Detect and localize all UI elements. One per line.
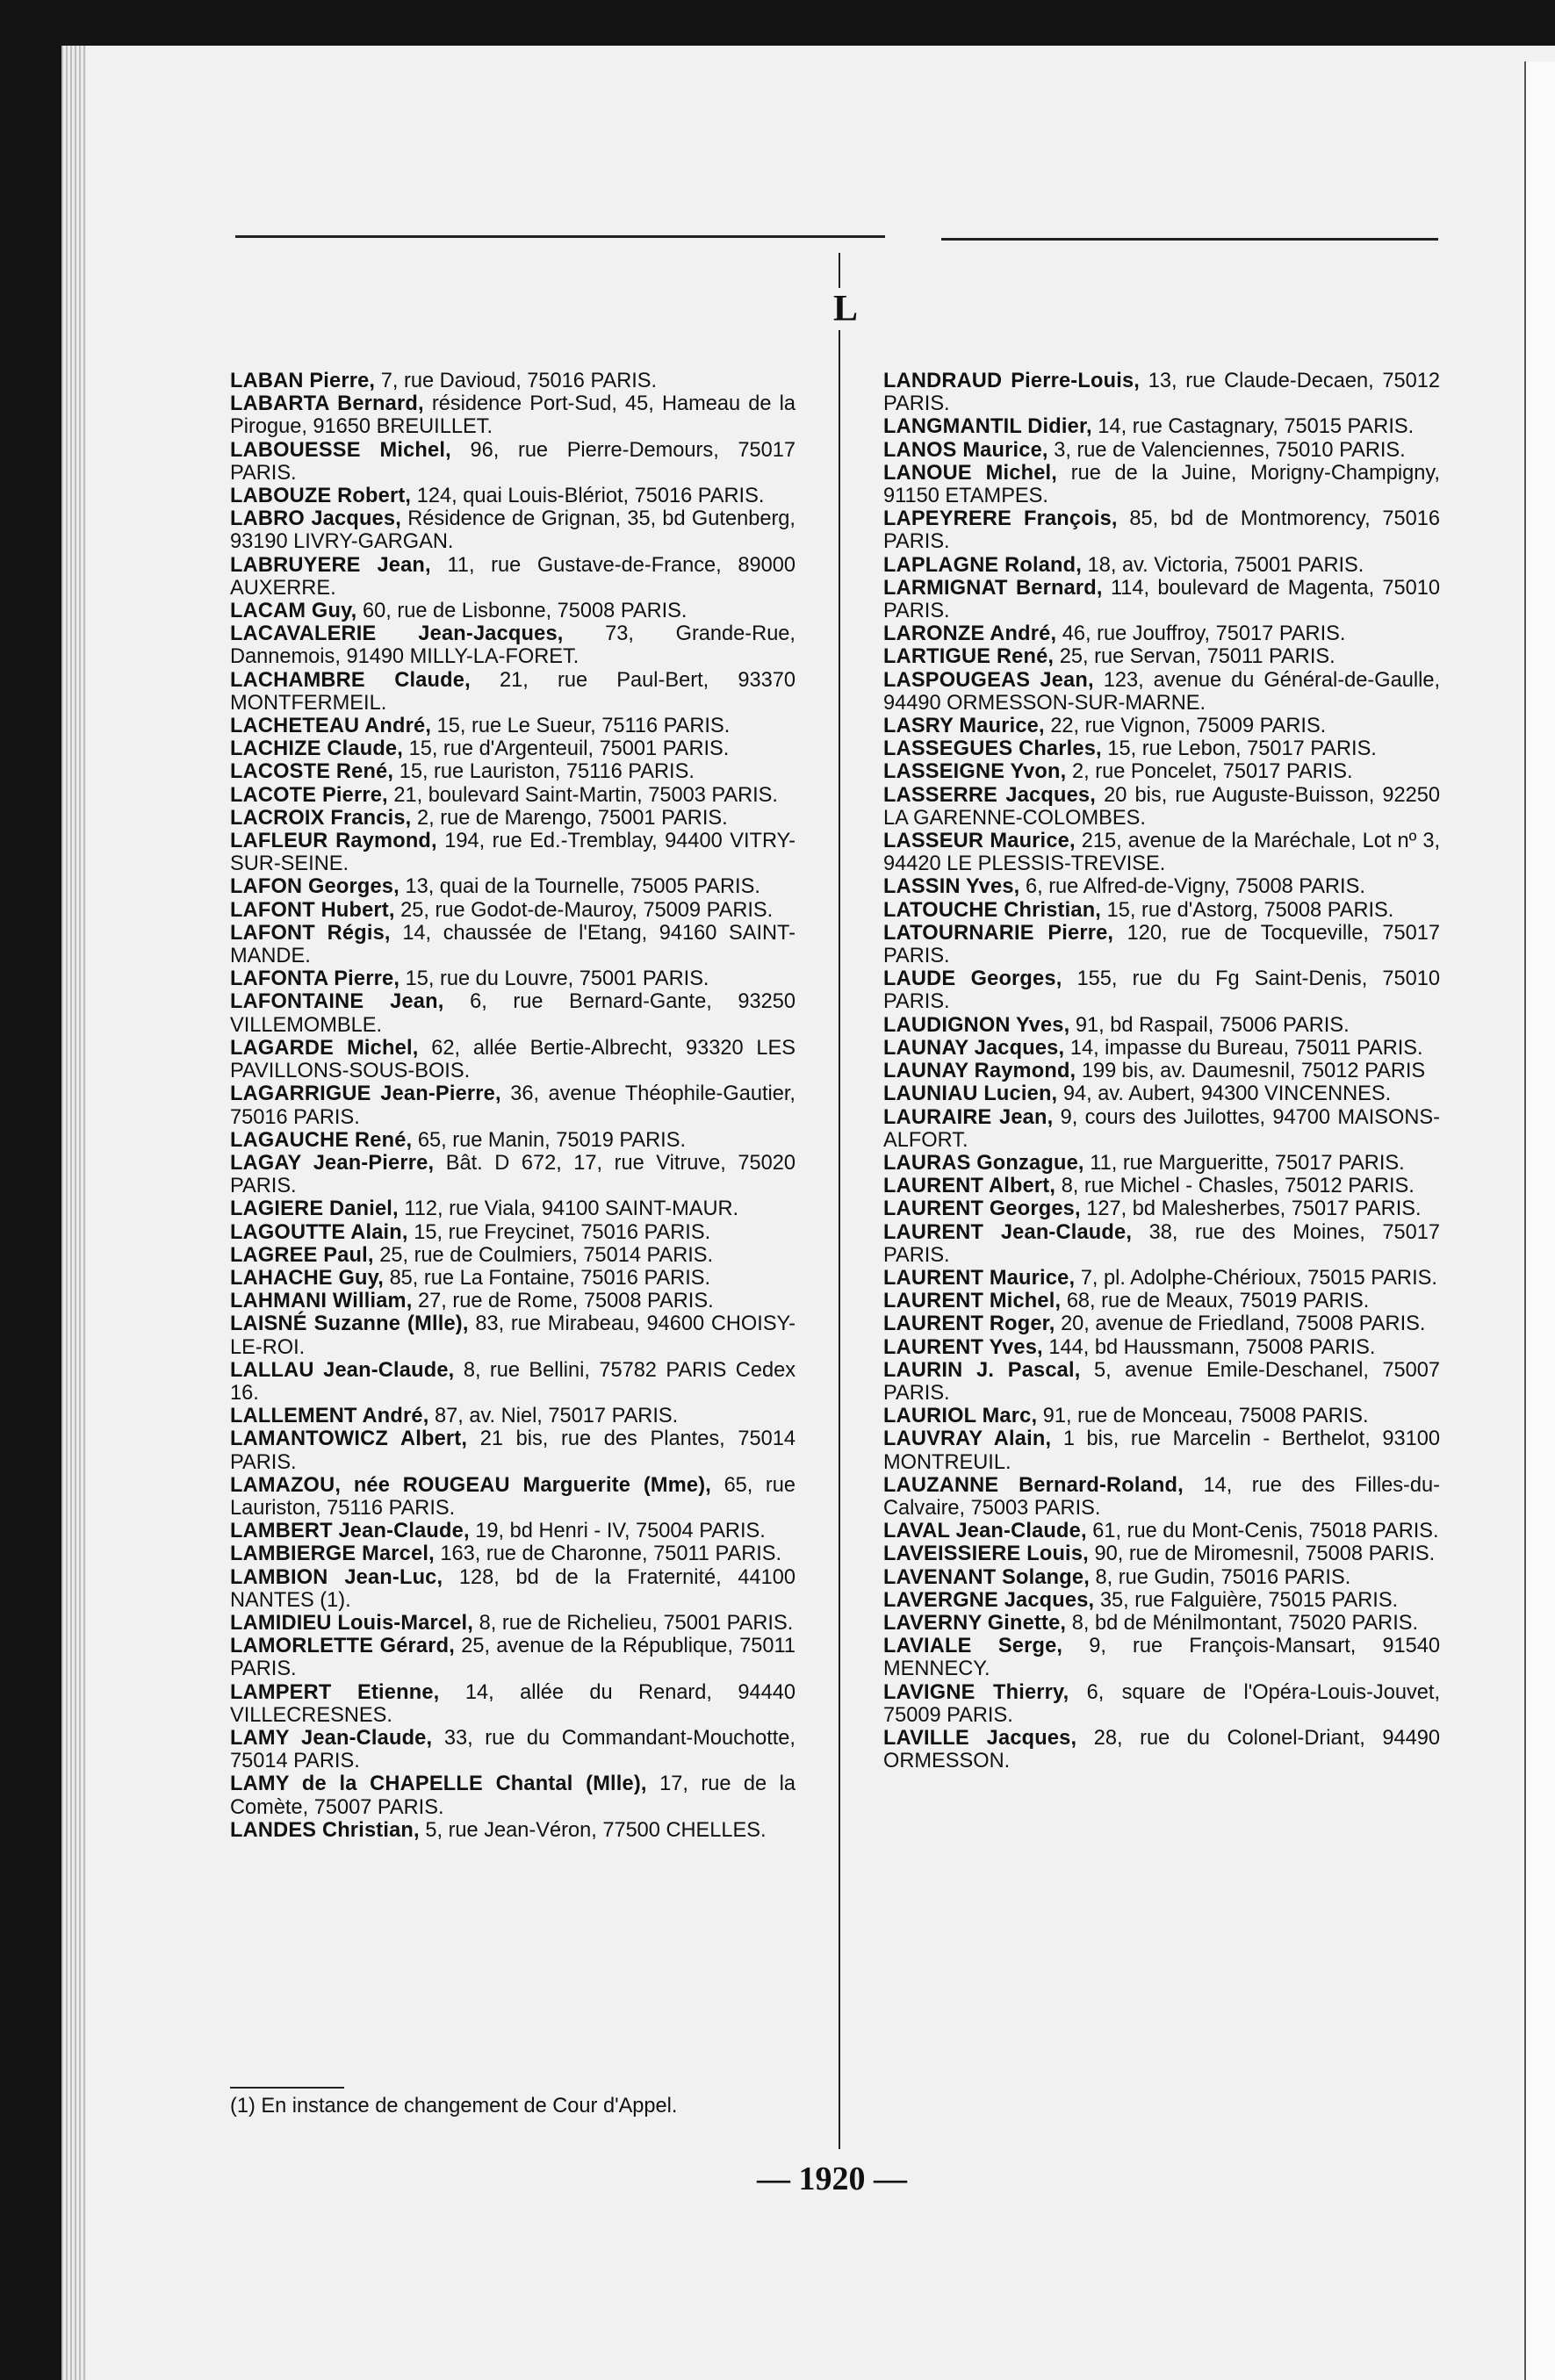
entry-address: 128, bd de la Fraternité, 44100 NANTES (1). [230, 1565, 795, 1612]
directory-entry [883, 1060, 1440, 1082]
entry-address: 11, rue Gustave-de-France, 89000 AUXERRE. [230, 553, 795, 600]
entry-address: 90, rue de Miromesnil, 75008 PARIS. [1094, 1542, 1436, 1566]
entry-name: LAURENT Yves, [883, 1335, 1043, 1359]
entry-name: LAPEYRERE François, [883, 507, 1118, 531]
directory-entry [230, 967, 795, 990]
directory-entry [230, 1129, 795, 1152]
entry-address: 6, rue Alfred-de-Vigny, 75008 PARIS. [1025, 875, 1365, 899]
directory-entry [883, 1566, 1440, 1589]
entry-name: LAHMANI William, [230, 1290, 413, 1313]
entry-name: LAURAS Gonzague, [883, 1151, 1084, 1175]
page-stack-edge [61, 46, 86, 2380]
entry-address: 25, rue Servan, 75011 PARIS. [1059, 645, 1335, 669]
entry-name: LACROIX Francis, [230, 806, 412, 830]
entry-address: résidence Port-Sud, 45, Hameau de la Pirogue, 91650 BREUILLET. [230, 392, 795, 439]
entry-address: 91, rue de Monceau, 75008 PARIS. [1042, 1405, 1369, 1428]
entry-name: LAMBIERGE Marcel, [230, 1542, 435, 1566]
entry-name: LAGAY Jean-Pierre, [230, 1151, 435, 1175]
directory-entry [883, 967, 1440, 1013]
entry-name: LAURENT Georges, [883, 1197, 1081, 1221]
directory-entry [883, 462, 1440, 507]
entry-name: LAGARRIGUE Jean-Pierre, [230, 1082, 501, 1106]
directory-entry [883, 1290, 1440, 1312]
directory-entry [883, 507, 1440, 553]
entry-address: 25, rue de Coulmiers, 75014 PARIS. [379, 1243, 714, 1267]
directory-entry [230, 1267, 795, 1290]
entry-address: 65, rue Lauriston, 75116 PARIS. [230, 1473, 795, 1520]
entry-name: LAMY Jean-Claude, [230, 1726, 433, 1750]
entry-address: 8, rue de Richelieu, 75001 PARIS. [479, 1611, 794, 1635]
directory-entry [883, 1427, 1440, 1473]
column-separator [839, 253, 840, 2149]
entry-name: LANOS Maurice, [883, 438, 1048, 462]
entry-address: 21 bis, rue des Plantes, 75014 PARIS. [230, 1427, 795, 1474]
entry-name: LALLAU Jean-Claude, [230, 1358, 455, 1382]
footnote: (1) En instance de changement de Cour d'Appel. [230, 2095, 678, 2118]
directory-entry [883, 577, 1440, 622]
entry-name: LABRO Jacques, [230, 507, 401, 531]
entry-name: LAGIERE Daniel, [230, 1197, 399, 1221]
directory-entry [883, 622, 1440, 645]
directory-entry [230, 1221, 795, 1244]
directory-entry [883, 1589, 1440, 1612]
entry-address: 13, rue Claude-Decaen, 75012 PARIS. [883, 370, 1440, 416]
entry-address: 8, bd de Ménilmontant, 75020 PARIS. [1071, 1611, 1419, 1635]
directory-entry [230, 1037, 795, 1082]
directory-entry [883, 370, 1440, 415]
entry-address: Bât. D 672, 17, rue Vitruve, 75020 PARIS. [230, 1151, 795, 1198]
entry-name: LARMIGNAT Bernard, [883, 576, 1103, 600]
directory-entry [883, 784, 1440, 830]
directory-entry [883, 669, 1440, 715]
footnote-rule [230, 2087, 344, 2089]
entry-name: LASPOUGEAS Jean, [883, 668, 1094, 692]
directory-entry [230, 1290, 795, 1312]
entry-address: 14, chaussée de l'Etang, 94160 SAINT-MANDE. [230, 921, 796, 968]
entry-name: LASSEIGNE Yvon, [883, 760, 1067, 784]
entry-address: 73, Grande-Rue, Dannemois, 91490 MILLY-LA-FORET. [230, 622, 795, 669]
entry-address: 155, rue du Fg Saint-Denis, 75010 PARIS. [883, 967, 1440, 1014]
entry-name: LAMIDIEU Louis-Marcel, [230, 1611, 474, 1635]
entry-address: 91, bd Raspail, 75006 PARIS. [1075, 1013, 1350, 1037]
entry-name: LASRY Maurice, [883, 715, 1045, 738]
entry-address: 13, quai de la Tournelle, 75005 PARIS. [405, 875, 760, 899]
directory-entry [230, 737, 795, 760]
entry-address: 114, boulevard de Magenta, 75010 PARIS. [883, 576, 1440, 623]
entry-name: LAFLEUR Raymond, [230, 830, 437, 853]
directory-entry [230, 1542, 795, 1565]
entry-name: LAUDIGNON Yves, [883, 1013, 1070, 1037]
entry-address: 35, rue Falguière, 75015 PARIS. [1099, 1588, 1399, 1612]
entry-address: 33, rue du Commandant-Mouchotte, 75014 PARIS. [230, 1726, 795, 1773]
directory-entry [883, 1221, 1440, 1267]
directory-entry [230, 1474, 795, 1520]
entry-address: 83, rue Mirabeau, 94600 CHOISY-LE-ROI. [230, 1312, 795, 1359]
entry-name: LABARTA Bernard, [230, 392, 424, 416]
entry-address: 94, av. Aubert, 94300 VINCENNES. [1062, 1082, 1392, 1106]
entry-address: 9, rue François-Mansart, 91540 MENNECY. [883, 1635, 1440, 1681]
entry-address: 96, rue Pierre-Demours, 75017 PARIS. [230, 438, 796, 485]
entry-address: 9, cours des Juilottes, 94700 MAISONS-ALFORT. [883, 1105, 1440, 1152]
directory-entry [883, 715, 1440, 737]
directory-entry [883, 1359, 1440, 1405]
entry-name: LAFONT Hubert, [230, 898, 395, 922]
entry-address: 14, rue Castagnary, 75015 PARIS. [1098, 415, 1415, 439]
entry-address: rue de la Juine, Morigny-Champigny, 91150 ETAMPES. [883, 461, 1440, 508]
entry-address: 15, rue d'Astorg, 75008 PARIS. [1106, 898, 1394, 922]
entry-name: LAURENT Roger, [883, 1312, 1055, 1336]
entry-name: LAPLAGNE Roland, [883, 553, 1083, 577]
entry-address: 112, rue Viala, 94100 SAINT-MAUR. [404, 1197, 739, 1221]
entry-name: LABOUESSE Michel, [230, 438, 451, 462]
directory-entry [230, 922, 795, 967]
entry-name: LAFONTA Pierre, [230, 967, 400, 991]
entry-address: 199 bis, av. Daumesnil, 75012 PARIS [1081, 1060, 1426, 1083]
entry-name: LAURENT Albert, [883, 1175, 1056, 1198]
entry-name: LACAVALERIE Jean-Jacques, [230, 622, 564, 646]
entry-address: 17, rue de la Comète, 75007 PARIS. [230, 1772, 795, 1819]
directory-entry [230, 1312, 795, 1358]
directory-entry [883, 830, 1440, 875]
entry-name: LAFONTAINE Jean, [230, 990, 444, 1014]
directory-entry [230, 1082, 795, 1128]
entry-address: 7, rue Davioud, 75016 PARIS. [380, 370, 658, 392]
directory-entry [230, 392, 795, 438]
entry-address: 2, rue Poncelet, 75017 PARIS. [1071, 760, 1353, 784]
entry-name: LAVIGNE Thierry, [883, 1680, 1069, 1704]
entry-address: 68, rue de Meaux, 75019 PARIS. [1066, 1290, 1370, 1313]
entry-address: 15, rue Lauriston, 75116 PARIS. [399, 760, 695, 784]
entry-name: LAMY de la CHAPELLE Chantal (Mlle), [230, 1772, 647, 1796]
entry-address: 14, rue des Filles-du-Calvaire, 75003 PARIS. [883, 1473, 1440, 1520]
entry-name: LATOUCHE Christian, [883, 898, 1102, 922]
entry-address: 163, rue de Charonne, 75011 PARIS. [440, 1542, 782, 1566]
entry-address: 5, avenue Emile-Deschanel, 75007 PARIS. [883, 1358, 1440, 1405]
entry-name: LAVERGNE Jacques, [883, 1588, 1095, 1612]
entry-name: LALLEMENT André, [230, 1405, 429, 1428]
directory-entry [230, 875, 795, 898]
entry-address: 15, rue Le Sueur, 75116 PARIS. [436, 715, 731, 738]
directory-entry [883, 1082, 1440, 1105]
entry-name: LABRUYERE Jean, [230, 553, 431, 577]
page-number: — 1920 — [757, 2161, 907, 2197]
directory-entry [883, 439, 1440, 462]
entry-name: LAURENT Michel, [883, 1290, 1062, 1313]
directory-entry [230, 807, 795, 830]
directory-entry [230, 1819, 795, 1842]
directory-entry [883, 1405, 1440, 1427]
entry-address: 11, rue Margueritte, 75017 PARIS. [1090, 1151, 1405, 1175]
directory-entry [883, 1336, 1440, 1359]
entry-address: 15, rue Lebon, 75017 PARIS. [1107, 737, 1377, 761]
entry-name: LAUNIAU Lucien, [883, 1082, 1058, 1106]
directory-entry [883, 737, 1440, 760]
directory-entry [883, 875, 1440, 898]
entry-address: 28, rue du Colonel-Driant, 94490 ORMESSON. [883, 1726, 1440, 1773]
entry-name: LANDRAUD Pierre-Louis, [883, 370, 1141, 392]
entry-name: LAGREE Paul, [230, 1243, 374, 1267]
entry-name: LAVILLE Jacques, [883, 1726, 1077, 1750]
directory-entry [230, 1727, 795, 1772]
directory-entry [883, 1106, 1440, 1152]
entry-name: LAUZANNE Bernard-Roland, [883, 1473, 1184, 1497]
directory-entry [883, 415, 1440, 438]
directory-entry [230, 1197, 795, 1220]
directory-entry [883, 1542, 1440, 1565]
directory-entry [230, 760, 795, 783]
entry-address: 25, avenue de la République, 75011 PARIS. [230, 1635, 795, 1681]
entry-name: LAMPERT Etienne, [230, 1680, 440, 1704]
directory-entry [230, 622, 795, 668]
entry-address: Résidence de Grignan, 35, bd Gutenberg, 93190 LIVRY-GARGAN. [230, 507, 795, 554]
entry-address: 27, rue de Rome, 75008 PARIS. [418, 1290, 714, 1313]
entry-address: 7, pl. Adolphe-Chérioux, 75015 PARIS. [1080, 1266, 1437, 1290]
entry-name: LAUNAY Jacques, [883, 1036, 1065, 1060]
entry-name: LAVAL Jean-Claude, [883, 1520, 1087, 1543]
entry-address: 120, rue de Tocqueville, 75017 PARIS. [883, 921, 1440, 968]
entry-address: 18, av. Victoria, 75001 PARIS. [1087, 553, 1364, 577]
directory-entry [883, 1520, 1440, 1542]
entry-address: 61, rue du Mont-Cenis, 75018 PARIS. [1092, 1520, 1439, 1543]
entry-name: LACHETEAU André, [230, 715, 432, 738]
entry-name: LAURENT Jean-Claude, [883, 1220, 1133, 1244]
directory-entry [230, 1566, 795, 1612]
entry-address: 15, rue d'Argenteuil, 75001 PARIS. [408, 737, 730, 761]
entry-name: LACOSTE René, [230, 760, 394, 784]
directory-entry [230, 715, 795, 737]
entry-address: 14, allée du Renard, 94440 VILLECRESNES. [230, 1680, 796, 1727]
entry-name: LAMAZOU, née ROUGEAU Marguerite (Mme), [230, 1473, 712, 1497]
directory-entry [230, 1405, 795, 1427]
entry-address: 87, av. Niel, 75017 PARIS. [435, 1405, 679, 1428]
entry-name: LATOURNARIE Pierre, [883, 921, 1114, 945]
entry-name: LAURAIRE Jean, [883, 1105, 1054, 1129]
entry-name: LAVEISSIERE Louis, [883, 1542, 1089, 1566]
entry-name: LACAM Guy, [230, 600, 357, 623]
entry-name: LAGAUCHE René, [230, 1128, 413, 1152]
entry-address: 1 bis, rue Marcelin - Berthelot, 93100 MONTREUIL. [883, 1427, 1440, 1474]
entry-address: 25, rue Godot-de-Mauroy, 75009 PARIS. [400, 898, 774, 922]
entry-name: LAISNÉ Suzanne (Mlle), [230, 1312, 469, 1336]
entry-address: 19, bd Henri - IV, 75004 PARIS. [475, 1520, 766, 1543]
directory-entry [230, 669, 795, 715]
directory-entry [230, 600, 795, 622]
directory-entry [883, 922, 1440, 967]
entry-name: LASSERRE Jacques, [883, 783, 1097, 807]
entry-name: LARTIGUE René, [883, 645, 1055, 669]
directory-entry [230, 439, 795, 485]
right-column [883, 370, 1440, 1772]
directory-entry [230, 1152, 795, 1197]
entry-name: LAVENANT Solange, [883, 1565, 1090, 1589]
entry-address: 6, square de l'Opéra-Louis-Jouvet, 75009 PARIS. [883, 1680, 1440, 1727]
directory-entry [230, 370, 795, 392]
entry-name: LAVIALE Serge, [883, 1635, 1063, 1658]
entry-address: 21, boulevard Saint-Martin, 75003 PARIS. [393, 783, 778, 807]
entry-name: LACOTE Pierre, [230, 783, 388, 807]
entry-address: 123, avenue du Général-de-Gaulle, 94490 ORMESSON-SUR-MARNE. [883, 668, 1440, 715]
entry-name: LACHAMBRE Claude, [230, 668, 471, 692]
directory-entry [883, 1612, 1440, 1635]
entry-address: 20 bis, rue Auguste-Buisson, 92250 LA GARENNE-COLOMBES. [883, 783, 1441, 830]
entry-name: LASSIN Yves, [883, 875, 1020, 899]
entry-name: LASSEGUES Charles, [883, 737, 1102, 761]
entry-address: 14, impasse du Bureau, 75011 PARIS. [1069, 1036, 1423, 1060]
entry-address: 144, bd Haussmann, 75008 PARIS. [1048, 1335, 1376, 1359]
directory-entry [230, 1427, 795, 1473]
entry-name: LAMORLETTE Gérard, [230, 1635, 455, 1658]
directory-entry [883, 1197, 1440, 1220]
directory-entry [883, 1635, 1440, 1680]
entry-name: LAURENT Maurice, [883, 1266, 1076, 1290]
entry-address: 15, rue du Louvre, 75001 PARIS. [405, 967, 709, 991]
directory-entry [230, 554, 795, 600]
entry-address: 3, rue de Valenciennes, 75010 PARIS. [1054, 438, 1406, 462]
directory-entry [883, 899, 1440, 922]
entry-address: 8, rue Bellini, 75782 PARIS Cedex 16. [230, 1358, 795, 1405]
entry-name: LAMANTOWICZ Albert, [230, 1427, 468, 1451]
entry-address: 8, rue Michel - Chasles, 75012 PARIS. [1061, 1175, 1415, 1198]
left-column [230, 370, 795, 1842]
entry-address: 15, rue Freycinet, 75016 PARIS. [414, 1220, 711, 1244]
directory-entry [883, 1312, 1440, 1335]
directory-entry [883, 1152, 1440, 1175]
entry-address: 65, rue Manin, 75019 PARIS. [417, 1128, 687, 1152]
entry-address: 60, rue de Lisbonne, 75008 PARIS. [363, 600, 688, 623]
entry-address: 6, rue Bernard-Gante, 93250 VILLEMOMBLE. [230, 990, 795, 1037]
entry-address: 215, avenue de la Maréchale, Lot nº 3, 94420 LE PLESSIS-TREVISE. [883, 830, 1441, 876]
entry-address: 62, allée Bertie-Albrecht, 93320 LES PAVILLONS-SOUS-BOIS. [230, 1036, 796, 1083]
entry-address: 20, avenue de Friedland, 75008 PARIS. [1061, 1312, 1426, 1336]
entry-name: LAUVRAY Alain, [883, 1427, 1052, 1451]
directory-entry [230, 1520, 795, 1542]
directory-entry [230, 1244, 795, 1267]
entry-name: LAFONT Régis, [230, 921, 391, 945]
entry-address: 127, bd Malesherbes, 75017 PARIS. [1086, 1197, 1422, 1221]
entry-name: LANGMANTIL Didier, [883, 415, 1092, 439]
entry-name: LANOUE Michel, [883, 461, 1058, 485]
directory-entry [230, 1772, 795, 1818]
entry-name: LAURIN J. Pascal, [883, 1358, 1081, 1382]
directory-entry [230, 1612, 795, 1635]
entry-name: LABAN Pierre, [230, 370, 376, 392]
directory-entry [230, 899, 795, 922]
entry-name: LAMBERT Jean-Claude, [230, 1520, 470, 1543]
entry-name: LAUDE Georges, [883, 967, 1062, 991]
entry-address: 38, rue des Moines, 75017 PARIS. [883, 1220, 1440, 1267]
directory-entry [883, 645, 1440, 668]
directory-entry [230, 1681, 795, 1727]
entry-address: 46, rue Jouffroy, 75017 PARIS. [1062, 622, 1346, 646]
entry-name: LABOUZE Robert, [230, 485, 412, 508]
entry-address: 2, rue de Marengo, 75001 PARIS. [416, 806, 728, 830]
entry-name: LAUNAY Raymond, [883, 1060, 1076, 1083]
section-letter: L [831, 288, 860, 330]
facing-page-edge [1524, 61, 1555, 2380]
entry-address: 36, avenue Théophile-Gautier, 75016 PARIS. [230, 1082, 795, 1129]
entry-name: LACHIZE Claude, [230, 737, 404, 761]
entry-address: 22, rue Vignon, 75009 PARIS. [1050, 715, 1327, 738]
directory-entry [883, 1175, 1440, 1197]
directory-entry [230, 507, 795, 553]
entry-name: LAHACHE Guy, [230, 1266, 384, 1290]
entry-address: 8, rue Gudin, 75016 PARIS. [1095, 1565, 1351, 1589]
entry-address: 5, rue Jean-Véron, 77500 CHELLES. [425, 1818, 767, 1842]
entry-name: LANDES Christian, [230, 1818, 420, 1842]
directory-entry [230, 1635, 795, 1680]
entry-name: LAMBION Jean-Luc, [230, 1565, 443, 1589]
entry-name: LAFON Georges, [230, 875, 400, 899]
directory-entry [883, 1474, 1440, 1520]
entry-name: LAURIOL Marc, [883, 1405, 1038, 1428]
directory-entry [883, 1681, 1440, 1727]
directory-entry [883, 554, 1440, 577]
entry-name: LAVERNY Ginette, [883, 1611, 1067, 1635]
entry-address: 85, rue La Fontaine, 75016 PARIS. [389, 1266, 711, 1290]
header-rule-left [235, 235, 885, 238]
entry-name: LAGARDE Michel, [230, 1036, 419, 1060]
directory-entry [883, 1014, 1440, 1037]
directory-entry [883, 1267, 1440, 1290]
entry-name: LARONZE André, [883, 622, 1057, 646]
header-rule-right [941, 238, 1438, 241]
directory-entry [230, 485, 795, 507]
entry-address: 85, bd de Montmorency, 75016 PARIS. [883, 507, 1440, 554]
entry-address: 124, quai Louis-Blériot, 75016 PARIS. [416, 485, 765, 508]
directory-entry [883, 1037, 1440, 1060]
entry-address: 21, rue Paul-Bert, 93370 MONTFERMEIL. [230, 668, 795, 715]
entry-address: 194, rue Ed.-Tremblay, 94400 VITRY-SUR-SEINE. [230, 830, 795, 876]
directory-entry [230, 1359, 795, 1405]
directory-entry [230, 784, 795, 807]
directory-entry [883, 1727, 1440, 1772]
entry-name: LASSEUR Maurice, [883, 830, 1076, 853]
directory-entry [883, 760, 1440, 783]
directory-entry [230, 990, 795, 1036]
directory-entry [230, 830, 795, 875]
entry-name: LAGOUTTE Alain, [230, 1220, 408, 1244]
